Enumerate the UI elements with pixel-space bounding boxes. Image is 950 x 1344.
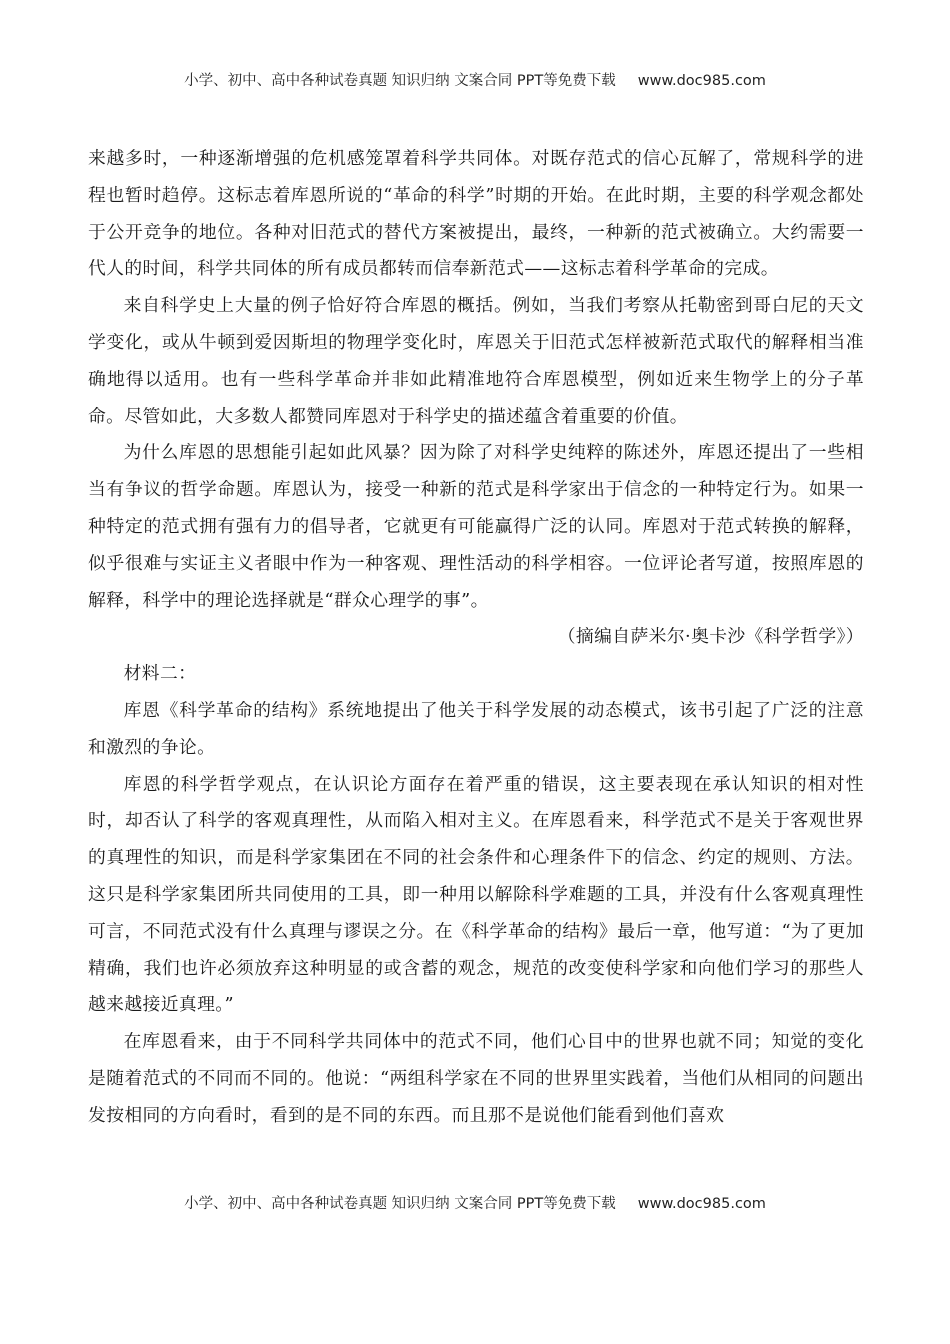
page-header	[0, 69, 950, 90]
material-2-label: 材料二：	[123, 663, 197, 685]
header-url[interactable]: www.doc985.com	[637, 73, 766, 89]
page-footer	[0, 1192, 950, 1213]
paragraph-2: 来自科学史上大量的例子恰好符合库恩的概括。例如，当我们考察从托勒密到哥白尼的天文学变化，或从牛顿到爱因斯坦的物理学变化时，库恩关于旧范式怎样被新范式取代的解释相当准确地得以适用。也有一些科学革命并非如此精准地符合库恩模型，例如近来生物学上的分子革命。尽管如此，大多数人都赞同库恩对于科学史的描述蕴含着重要的价值。	[88, 295, 864, 427]
header-text: 小学、初中、高中各种试卷真题 知识归纳 文案合同 PPT等免费下载	[184, 73, 616, 89]
source-attribution: （摘编自萨米尔·奥卡沙《科学哲学》）	[557, 626, 864, 648]
article-body	[88, 141, 864, 1135]
paragraph-5: 库恩的科学哲学观点，在认识论方面存在着严重的错误，这主要表现在承认知识的相对性时，却否认了科学的客观真理性，从而陷入相对主义。在库恩看来，科学范式不是关于客观世界的真理性的知识，而是科学家集团在不同的社会条件和心理条件下的信念、约定的规则、方法。这只是科学家集团所共同使用的工具，即一种用以解除科学难题的工具，并没有什么客观真理性可言，不同范式没有什么真理与谬误之分。在《科学革命的结构》最后一章，他写道：“为了更加精确，我们也许必须放弃这种明显的或含蓄的观念，规范的改变使科学家和向他们学习的那些人越来越接近真理。”	[88, 773, 864, 1016]
paragraph-3: 为什么库恩的思想能引起如此风暴？因为除了对科学史纯粹的陈述外，库恩还提出了一些相当有争议的哲学命题。库恩认为，接受一种新的范式是科学家出于信念的一种特定行为。如果一种特定的范式拥有强有力的倡导者，它就更有可能赢得广泛的认同。库恩对于范式转换的解释，似乎很难与实证主义者眼中作为一种客观、理性活动的科学相容。一位评论者写道，按照库恩的解释，科学中的理论选择就是“群众心理学的事”。	[88, 442, 864, 611]
footer-url[interactable]: www.doc985.com	[637, 1196, 766, 1212]
paragraph-6: 在库恩看来，由于不同科学共同体中的范式不同，他们心目中的世界也就不同；知觉的变化是随着范式的不同而不同的。他说：“两组科学家在不同的世界里实践着，当他们从相同的问题出发按相同的方向看时，看到的是不同的东西。而且那不是说他们能看到他们喜欢	[88, 1031, 864, 1126]
footer-text: 小学、初中、高中各种试卷真题 知识归纳 文案合同 PPT等免费下载	[184, 1196, 616, 1212]
paragraph-4: 库恩《科学革命的结构》系统地提出了他关于科学发展的动态模式，该书引起了广泛的注意和激烈的争论。	[88, 699, 864, 758]
paragraph-1: 来越多时，一种逐渐增强的危机感笼罩着科学共同体。对既存范式的信心瓦解了，常规科学的进程也暂时趋停。这标志着库恩所说的“革命的科学”时期的开始。在此时期，主要的科学观念都处于公开竞争的地位。各种对旧范式的替代方案被提出，最终，一种新的范式被确立。大约需要一代人的时间，科学共同体的所有成员都转而信奉新范式——这标志着科学革命的完成。	[88, 148, 864, 280]
